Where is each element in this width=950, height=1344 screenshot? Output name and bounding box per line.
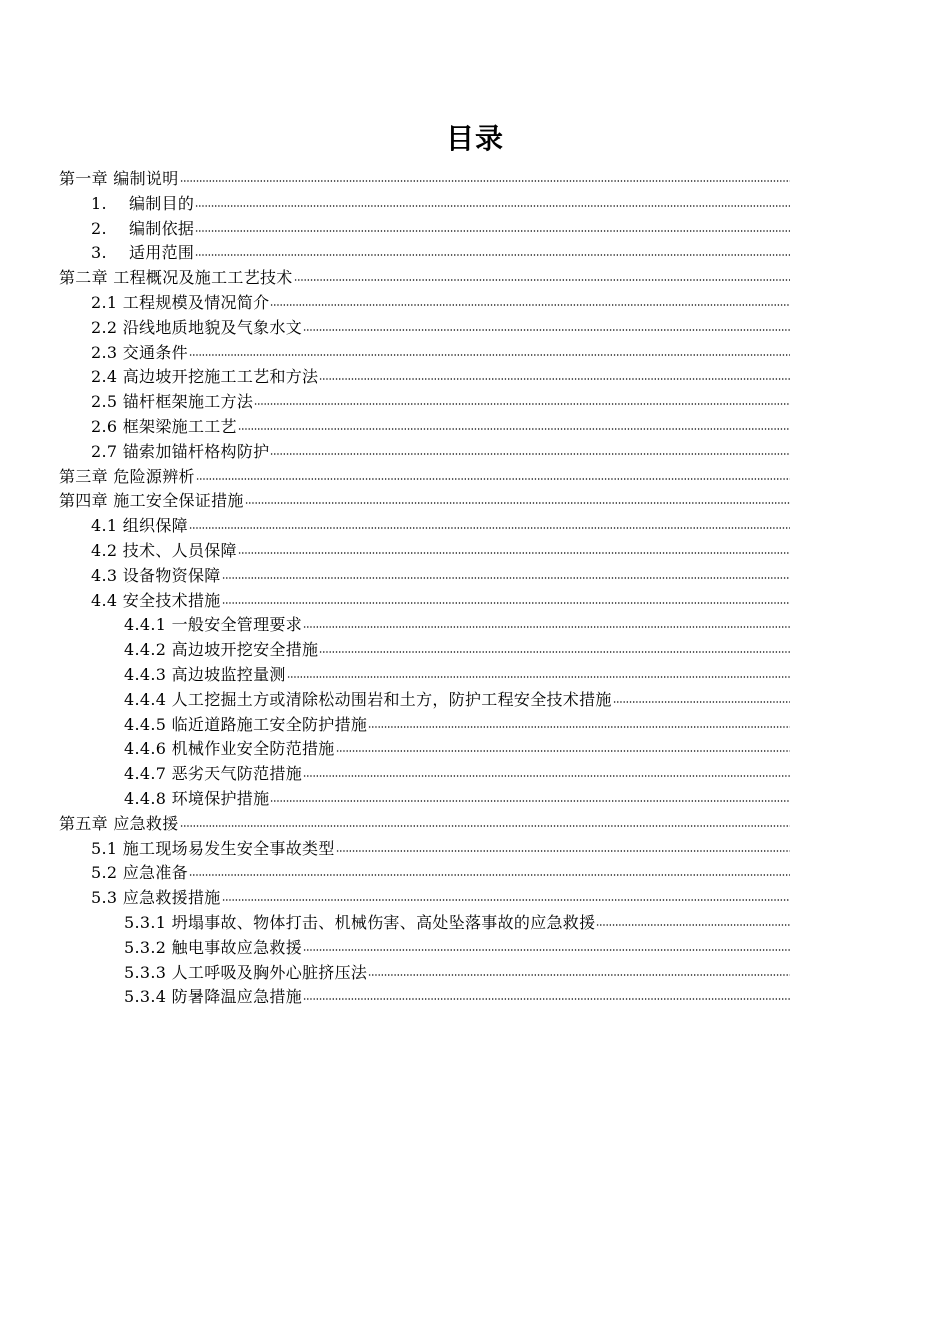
dot-leader — [336, 834, 790, 854]
toc-entry-number: 第五章 — [59, 813, 108, 833]
toc-entry-label: 触电事故应急救援 — [171, 937, 303, 957]
toc-row — [0, 956, 950, 981]
toc-entry-number: 4.4 — [91, 590, 118, 610]
toc-entry-number: 4.4.1 — [124, 615, 167, 635]
toc-row — [0, 584, 950, 609]
toc-entry[interactable] — [124, 710, 790, 735]
toc-entry-label: 施工安全保证措施 — [113, 491, 244, 511]
toc-entry[interactable] — [124, 784, 790, 809]
toc-entry-number: 第三章 — [59, 466, 108, 486]
toc-entry-label: 锚索加锚杆格构防护 — [122, 441, 270, 461]
toc-entry-label: 应急救援 — [113, 813, 179, 833]
toc-entry-label: 锚杆框架施工方法 — [122, 392, 254, 412]
toc-entry[interactable] — [91, 536, 790, 561]
toc-entry[interactable] — [59, 164, 790, 189]
toc-entry-number: 2.7 — [91, 441, 118, 461]
toc-row — [0, 286, 950, 311]
toc-entry-number: 1. — [91, 193, 107, 213]
toc-entry[interactable] — [124, 933, 790, 958]
toc-entry-number: 2.6 — [91, 416, 118, 436]
toc-row — [0, 782, 950, 807]
toc-entry[interactable] — [91, 561, 790, 586]
toc-entry[interactable] — [91, 387, 790, 412]
toc-entry-number: 4.4.3 — [124, 664, 167, 684]
toc-entry[interactable] — [91, 883, 790, 908]
toc-entry-number: 4.4.6 — [124, 739, 167, 759]
toc-entry-label: 防暑降温应急措施 — [171, 987, 303, 1007]
dot-leader — [195, 214, 790, 234]
toc-entry-label: 组织保障 — [122, 516, 188, 536]
table-of-contents — [0, 162, 950, 1005]
toc-row — [0, 261, 950, 286]
dot-leader — [596, 908, 790, 928]
toc-entry-number: 4.2 — [91, 540, 118, 560]
toc-entry[interactable] — [59, 462, 790, 487]
dot-leader — [294, 263, 790, 283]
toc-row — [0, 757, 950, 782]
toc-entry[interactable] — [91, 858, 790, 883]
dot-leader — [287, 660, 790, 680]
toc-entry-label: 沿线地质地貌及气象水文 — [122, 317, 303, 337]
dot-leader — [189, 511, 790, 531]
dot-leader — [368, 710, 790, 730]
toc-row — [0, 708, 950, 733]
toc-entry-number: 5.1 — [91, 838, 118, 858]
toc-entry[interactable] — [91, 313, 790, 338]
toc-entry-label: 工程概况及施工工艺技术 — [113, 268, 293, 288]
toc-row — [0, 658, 950, 683]
toc-entry[interactable] — [124, 660, 790, 685]
toc-entry-number: 2. — [91, 218, 107, 238]
toc-entry[interactable] — [59, 809, 790, 834]
dot-leader — [238, 412, 790, 432]
dot-leader — [180, 809, 791, 829]
toc-entry[interactable] — [124, 908, 790, 933]
toc-entry-label: 危险源辨析 — [113, 466, 195, 486]
toc-entry[interactable] — [91, 511, 790, 536]
dot-leader — [613, 685, 790, 705]
toc-entry-label: 框架梁施工工艺 — [122, 416, 237, 436]
dot-leader — [238, 536, 790, 556]
toc-row — [0, 534, 950, 559]
toc-entry-label: 适用范围 — [129, 243, 195, 263]
toc-entry-label: 一般安全管理要求 — [171, 615, 303, 635]
toc-entry-label: 临近道路施工安全防护措施 — [171, 714, 368, 734]
toc-row — [0, 360, 950, 385]
toc-row — [0, 509, 950, 534]
toc-entry[interactable] — [124, 759, 790, 784]
toc-entry-label: 坍塌事故、物体打击、机械伤害、高处坠落事故的应急救援 — [171, 912, 596, 932]
toc-row — [0, 484, 950, 509]
toc-row — [0, 162, 950, 187]
dot-leader — [254, 387, 790, 407]
toc-entry[interactable] — [124, 635, 790, 660]
toc-entry-label: 施工现场易发生安全事故类型 — [122, 838, 335, 858]
toc-row — [0, 336, 950, 361]
toc-entry-number: 第二章 — [59, 268, 108, 288]
toc-entry-label: 恶劣天气防范措施 — [171, 764, 303, 784]
dot-leader — [303, 759, 790, 779]
toc-entry-label: 人工挖掘土方或清除松动围岩和土方，防护工程安全技术措施 — [171, 689, 612, 709]
toc-entry-text — [124, 987, 302, 1007]
toc-entry-number: 2.1 — [91, 292, 118, 312]
toc-row — [0, 683, 950, 708]
dot-leader — [319, 635, 790, 655]
toc-entry-label: 技术、人员保障 — [122, 540, 237, 560]
toc-entry[interactable] — [124, 958, 790, 983]
toc-entry[interactable] — [91, 586, 790, 611]
toc-row — [0, 633, 950, 658]
dot-leader — [270, 784, 790, 804]
toc-entry[interactable] — [91, 189, 790, 214]
toc-entry-number: 4.3 — [91, 565, 118, 585]
toc-entry-number: 第一章 — [59, 169, 108, 188]
toc-row — [0, 732, 950, 757]
toc-entry-number: 4.4.2 — [124, 640, 167, 660]
toc-entry-label: 高边坡开挖安全措施 — [171, 640, 319, 660]
toc-row — [0, 460, 950, 485]
dot-leader — [222, 883, 790, 903]
toc-entry-label: 交通条件 — [122, 342, 188, 362]
toc-entry-label: 高边坡开挖施工工艺和方法 — [122, 367, 319, 387]
dot-leader — [270, 288, 790, 308]
toc-entry-label: 人工呼吸及胸外心脏挤压法 — [171, 962, 368, 982]
toc-entry-label: 安全技术措施 — [122, 590, 221, 610]
page-title: 目录 — [445, 122, 504, 155]
toc-entry-number: 5.3.3 — [124, 962, 167, 982]
toc-entry[interactable] — [91, 437, 790, 462]
dot-leader — [270, 437, 790, 457]
toc-entry-label: 机械作业安全防范措施 — [171, 739, 335, 759]
toc-row — [0, 435, 950, 460]
toc-entry-number: 2.5 — [91, 392, 118, 412]
toc-entry[interactable] — [91, 338, 790, 363]
toc-entry-number: 2.4 — [91, 367, 118, 387]
dot-leader — [195, 189, 790, 209]
toc-row — [0, 311, 950, 336]
toc-entry[interactable] — [124, 610, 790, 635]
dot-leader — [195, 238, 790, 258]
toc-entry-number: 5.3 — [91, 888, 118, 908]
toc-entry[interactable] — [91, 362, 790, 387]
toc-row — [0, 559, 950, 584]
toc-row — [0, 236, 950, 261]
dot-leader — [368, 958, 790, 978]
toc-entry-number: 4.4.7 — [124, 764, 167, 784]
toc-entry-number: 4.4.8 — [124, 788, 167, 808]
toc-entry[interactable] — [91, 238, 790, 263]
dot-leader — [189, 858, 790, 878]
toc-entry-number: 2.3 — [91, 342, 118, 362]
toc-entry[interactable] — [124, 982, 790, 1007]
dot-leader — [180, 164, 791, 184]
toc-row — [0, 608, 950, 633]
toc-entry-number: 2.2 — [91, 317, 118, 337]
toc-entry[interactable] — [91, 412, 790, 437]
toc-entry[interactable] — [91, 834, 790, 859]
toc-row — [0, 832, 950, 857]
toc-entry[interactable] — [91, 288, 790, 313]
toc-entry-label: 编制目的 — [129, 193, 195, 213]
toc-row — [0, 410, 950, 435]
toc-entry-label: 应急准备 — [122, 863, 188, 883]
toc-entry-number: 5.3.1 — [124, 912, 167, 932]
toc-entry-number: 4.4.5 — [124, 714, 167, 734]
toc-row — [0, 807, 950, 832]
dot-leader — [319, 362, 790, 382]
dot-leader — [245, 486, 790, 506]
toc-entry[interactable] — [91, 214, 790, 239]
dot-leader — [303, 610, 790, 630]
dot-leader — [196, 462, 790, 482]
toc-entry-number: 4.4.4 — [124, 689, 167, 709]
toc-entry-label: 编制依据 — [129, 218, 195, 238]
dot-leader — [303, 313, 790, 333]
toc-row — [0, 856, 950, 881]
toc-entry-number: 4.1 — [91, 516, 118, 536]
toc-entry-label: 应急救援措施 — [122, 888, 221, 908]
dot-leader — [189, 338, 790, 358]
dot-leader — [222, 561, 790, 581]
toc-row — [0, 385, 950, 410]
toc-entry-number: 5.2 — [91, 863, 118, 883]
toc-entry-label: 工程规模及情况简介 — [122, 292, 270, 312]
toc-entry-label: 环境保护措施 — [171, 788, 270, 808]
toc-entry-number: 5.3.4 — [124, 987, 167, 1007]
dot-leader — [336, 734, 790, 754]
toc-entry-number: 第四章 — [59, 491, 108, 511]
toc-entry-label: 编制说明 — [113, 169, 179, 188]
dot-leader — [303, 982, 790, 1002]
toc-entry[interactable] — [124, 734, 790, 759]
toc-row — [0, 881, 950, 906]
dot-leader — [222, 586, 790, 606]
toc-row — [0, 906, 950, 931]
toc-entry-number: 3. — [91, 243, 107, 263]
toc-entry[interactable] — [59, 263, 790, 288]
toc-row — [0, 187, 950, 212]
toc-entry-label: 高边坡监控量测 — [171, 664, 286, 684]
toc-row — [0, 212, 950, 237]
toc-entry-label: 设备物资保障 — [122, 565, 221, 585]
toc-entry-number: 5.3.2 — [124, 937, 167, 957]
toc-entry[interactable] — [124, 685, 790, 710]
dot-leader — [303, 933, 790, 953]
toc-entry[interactable] — [59, 486, 790, 511]
toc-row — [0, 931, 950, 956]
toc-row — [0, 980, 950, 1005]
